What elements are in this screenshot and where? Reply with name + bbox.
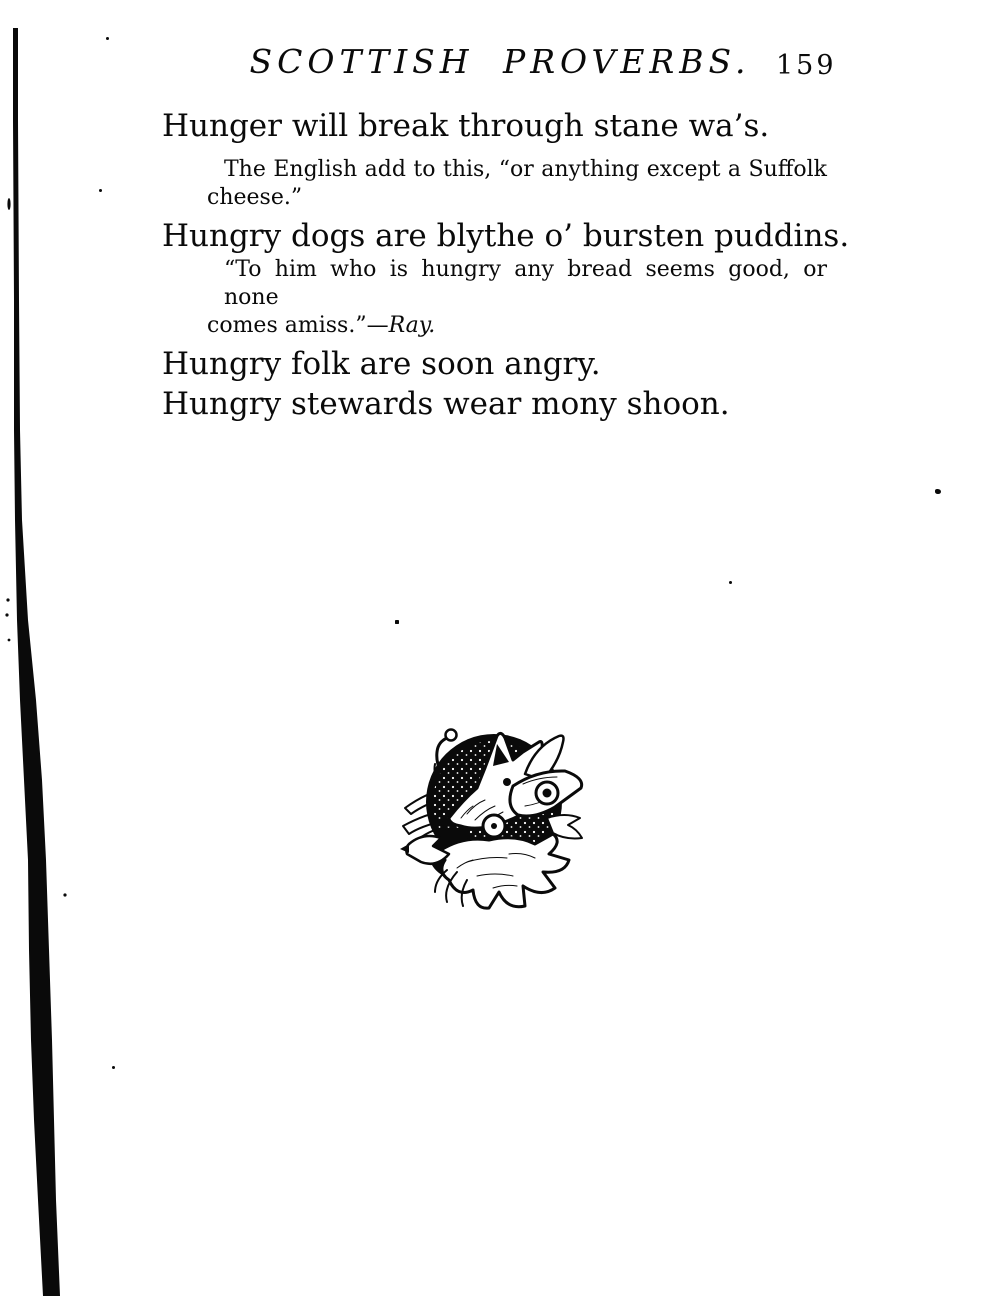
note-line: [207, 312, 827, 340]
scan-speck: [729, 581, 732, 584]
note-line: cheese.”: [207, 185, 303, 210]
scan-speck: [395, 620, 399, 624]
scan-speck: [106, 37, 109, 40]
note-line: The English add to this, “or anything except a Suffolk: [224, 157, 827, 182]
proverb-text: Hungry stewards wear mony shoon.: [162, 386, 730, 422]
running-header-title: SCOTTISH PROVERBS.: [249, 42, 751, 81]
scan-speck: [935, 489, 941, 494]
page-number: 159: [776, 50, 837, 81]
scan-gutter-artifact: [0, 0, 70, 1296]
note-attribution: Ray.: [388, 313, 436, 338]
scan-speck: [112, 1066, 115, 1069]
proverb-text: Hunger will break through stane wa’s.: [162, 108, 770, 144]
proverb-text: Hungry folk are soon angry.: [162, 346, 601, 382]
proverb-text: Hungry dogs are blythe o’ bursten puddins.: [162, 218, 850, 254]
scan-speck: [99, 189, 102, 192]
note-line: “To him who is hungry any bread seems good, or none: [224, 257, 827, 310]
note-text: comes amiss.”—: [207, 313, 389, 338]
fox-and-leaves-tailpiece-ornament: [397, 722, 589, 914]
proverb-list: [162, 108, 862, 423]
proverb-note: [207, 256, 827, 340]
proverb-note: [207, 156, 827, 212]
